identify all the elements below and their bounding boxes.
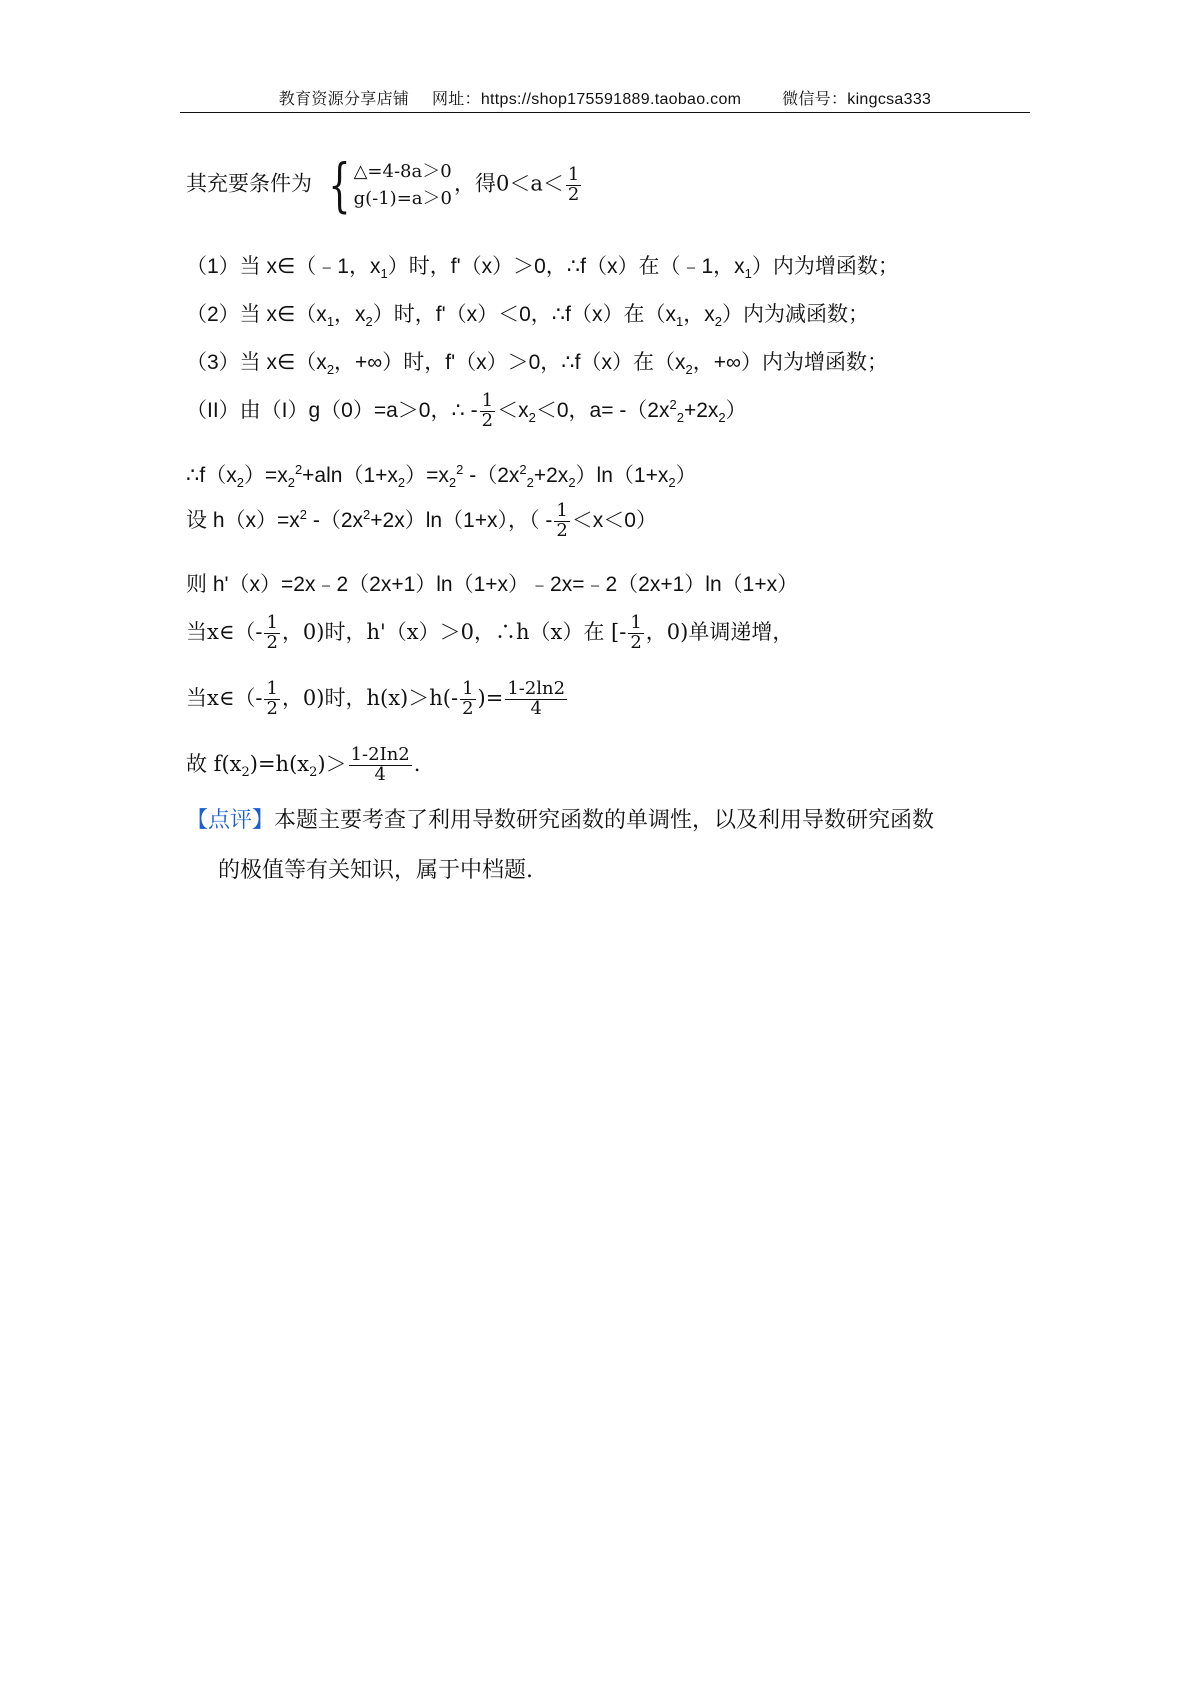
- text-part: )=h(x: [249, 751, 310, 776]
- text-part: +2x: [533, 464, 569, 487]
- fraction-half: [480, 392, 495, 431]
- fraction-den: 2: [266, 697, 278, 719]
- page-header: [180, 86, 1030, 109]
- fraction-half: [264, 614, 279, 653]
- solution-line-10: [186, 680, 569, 719]
- solution-line-1: [186, 151, 583, 219]
- subscript: 2: [326, 362, 335, 378]
- text-part: .: [413, 751, 421, 776]
- text-part: （1）当 x∈（﹣1，x: [186, 255, 381, 278]
- system-row-2: g(-1)=a＞0: [353, 188, 452, 209]
- site-label: 网址：: [431, 91, 481, 108]
- review-tag: 【点评】: [186, 808, 275, 833]
- condition-lead: 其充要条件为: [186, 171, 312, 196]
- subscript: 2: [241, 765, 250, 781]
- solution-line-9: [186, 614, 793, 653]
- solution-line-2: [186, 254, 899, 282]
- subscript: 2: [685, 362, 693, 378]
- subscript: 2: [528, 410, 536, 426]
- fraction-den: 2: [630, 631, 642, 653]
- review-text: 本题主要考查了利用导数研究函数的单调性，以及利用导数研究函数: [274, 808, 935, 833]
- fraction-num: 1-2In2: [350, 744, 410, 765]
- text-part: 故 f(x: [186, 751, 242, 776]
- subscript: 2: [397, 475, 406, 491]
- text-part: 当x∈（-: [186, 619, 263, 644]
- subscript: 2: [448, 475, 457, 491]
- text-part: ，+∞）内为增函数；: [692, 351, 888, 374]
- text-part: -（2x: [307, 508, 364, 532]
- text-part: )＞: [317, 751, 347, 776]
- fraction-num: 1: [462, 678, 474, 699]
- fraction-num: 1-2ln2: [507, 678, 566, 699]
- text-part: ，x: [334, 303, 366, 326]
- subscript: 1: [380, 266, 388, 282]
- condition-mid: ，得: [453, 171, 496, 196]
- text-part: ）=x: [405, 464, 449, 487]
- subscript: 2: [287, 475, 295, 491]
- fraction-half: [566, 163, 581, 205]
- fraction-half: [264, 680, 279, 719]
- superscript: 2: [519, 462, 527, 477]
- subscript: 1: [676, 314, 684, 330]
- subscript: 2: [718, 410, 726, 426]
- fraction-result: [505, 680, 567, 719]
- superscript: 2: [456, 462, 464, 477]
- superscript: 2: [363, 506, 371, 522]
- fraction-num: 1: [567, 163, 580, 185]
- superscript: 2: [294, 462, 303, 477]
- text-part: ＜x: [497, 398, 529, 422]
- text-part: （2）当 x∈（x: [186, 303, 327, 326]
- system-row-1: △=4-8a＞0: [353, 161, 452, 182]
- wechat-label: 微信号：: [782, 91, 848, 108]
- left-brace: {: [328, 151, 351, 219]
- text-part: （II）由（I）g（0）=a＞0，∴ -: [186, 398, 478, 422]
- inequality-system: [321, 151, 452, 219]
- subscript: 2: [714, 314, 722, 330]
- subscript: 2: [668, 475, 676, 491]
- fraction-num: 1: [481, 390, 494, 411]
- text-part: )=: [477, 685, 504, 710]
- solution-line-4: [186, 350, 888, 378]
- fraction-den: 2: [556, 519, 568, 541]
- text-part: -（2x: [463, 464, 520, 487]
- fraction-half: [460, 680, 475, 719]
- site-url[interactable]: https://shop175591889.taobao.com: [480, 91, 742, 108]
- fraction-num: 1: [266, 612, 278, 633]
- solution-line-8: 则 h'（x）=2x﹣2（2x+1）ln（1+x）﹣2x=﹣2（2x+1）ln（1+x）: [186, 573, 799, 596]
- subscript: 2: [309, 765, 318, 781]
- subscript: 2: [568, 475, 576, 491]
- solution-line-7: [186, 502, 657, 541]
- text-part: ＜x＜0）: [571, 508, 657, 532]
- text-part: ）时，f'（x）＞0，∴f（x）在（﹣1，x: [387, 255, 745, 278]
- subscript: 2: [365, 314, 373, 330]
- text-part: ＜0，a= -（2x: [535, 398, 670, 422]
- text-part: ）: [725, 398, 747, 422]
- condition-range: 0＜a＜: [495, 171, 564, 196]
- fraction-num: 1: [266, 678, 278, 699]
- solution-line-5: [186, 392, 747, 431]
- wechat-id: kingcsa333: [847, 91, 932, 108]
- header-rule: [180, 112, 1030, 113]
- text-part: 设 h（x）=x: [186, 508, 300, 532]
- subscript: 2: [236, 475, 244, 491]
- text-part: ）时，f'（x）＜0，∴f（x）在（x: [372, 303, 676, 326]
- review-line-1: [186, 808, 934, 834]
- solution-line-11: [186, 746, 420, 785]
- shop-name: 教育资源分享店铺: [278, 91, 410, 108]
- text-part: ，+∞）时，f'（x）＞0，∴f（x）在（x: [334, 351, 686, 374]
- subscript: 2: [526, 475, 534, 491]
- text-part: ）=x: [243, 464, 288, 487]
- fraction-den: 4: [374, 763, 386, 785]
- text-part: ）内为增函数；: [751, 255, 899, 278]
- text-part: ）ln（1+x: [575, 464, 669, 487]
- fraction-half: [554, 502, 569, 541]
- text-part: +2x）ln（1+x），（ -: [370, 508, 553, 532]
- superscript: 2: [669, 396, 677, 412]
- subscript: 1: [744, 266, 752, 282]
- fraction-result: [349, 746, 412, 785]
- text-part: ，0)时，h'（x）＞0，∴h（x）在 [-: [281, 619, 627, 644]
- fraction-num: 1: [556, 500, 568, 521]
- fraction-den: 2: [462, 697, 474, 719]
- fraction-num: 1: [630, 612, 642, 633]
- text-part: ∴f（x: [186, 464, 237, 487]
- review-line-2: [186, 858, 533, 884]
- solution-line-3: [186, 302, 869, 330]
- fraction-den: 2: [567, 183, 580, 205]
- fraction-den: 2: [266, 631, 278, 653]
- text-part: +2x: [683, 398, 719, 422]
- superscript: 2: [299, 506, 308, 522]
- review-text: 的极值等有关知识，属于中档题.: [218, 858, 533, 883]
- text-part: +aln（1+x: [302, 464, 398, 487]
- subscript: 2: [676, 410, 684, 426]
- subscript: 1: [326, 314, 335, 330]
- fraction-den: 4: [530, 697, 542, 719]
- text-part: ，0)时，h(x)＞h(-: [281, 685, 459, 710]
- fraction-den: 2: [481, 409, 494, 431]
- text-part: ）内为减函数；: [721, 303, 869, 326]
- text-part: （3）当 x∈（x: [186, 351, 327, 374]
- text-part: ，0)单调递增，: [645, 619, 794, 644]
- text-part: ）: [675, 464, 697, 487]
- text-part: 当x∈（-: [186, 685, 263, 710]
- solution-line-6: [186, 462, 697, 491]
- text-part: ，x: [683, 303, 715, 326]
- fraction-half: [628, 614, 643, 653]
